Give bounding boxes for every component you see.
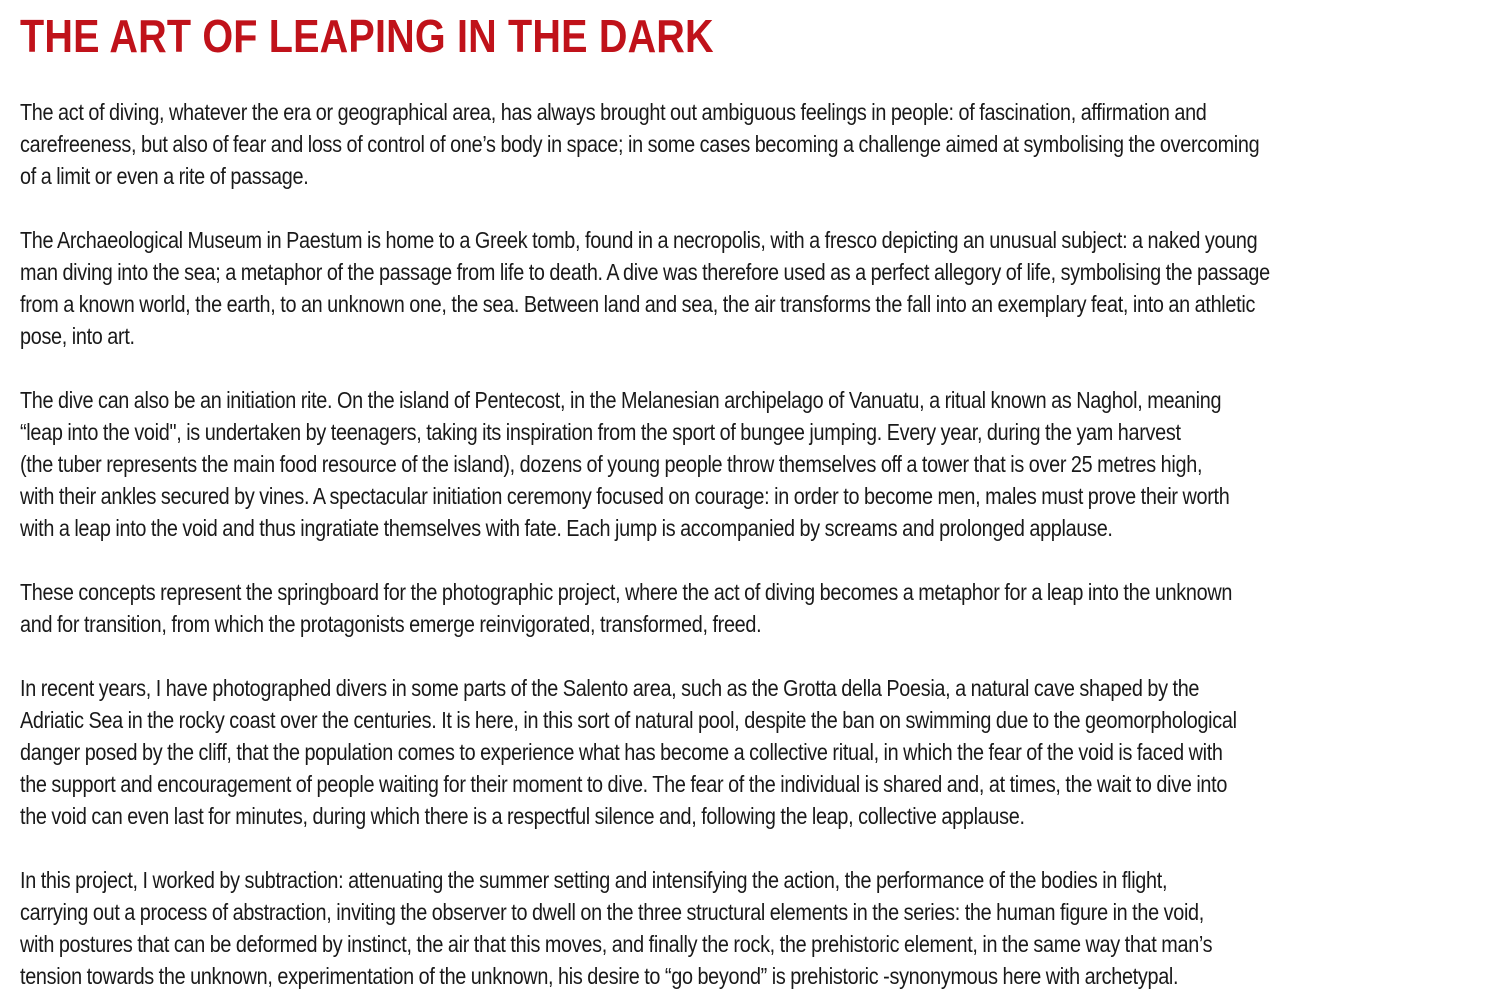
text-line: The act of diving, whatever the era or geographical area, has always brought out ambiguous feelings in people: of fascination, affirmation and bbox=[20, 99, 1207, 125]
paragraph-3 bbox=[20, 384, 1485, 544]
text-line: (the tuber represents the main food resource of the island), dozens of young people throw themselves off a tower that is over 25 metres high, bbox=[20, 451, 1203, 477]
text-line: with a leap into the void and thus ingratiate themselves with fate. Each jump is accompanied by screams and prolonged applause. bbox=[20, 515, 1113, 541]
text-line: of a limit or even a rite of passage. bbox=[20, 163, 309, 189]
text-line: with their ankles secured by vines. A spectacular initiation ceremony focused on courage: in order to become men, males must prove their worth bbox=[20, 483, 1230, 509]
text-line: the void can even last for minutes, during which there is a respectful silence and, following the leap, collective applause. bbox=[20, 803, 1025, 829]
article-page bbox=[20, 0, 1485, 1000]
text-line: The Archaeological Museum in Paestum is home to a Greek tomb, found in a necropolis, with a fresco depicting an unusual subject: a naked young bbox=[20, 227, 1258, 253]
text-line: These concepts represent the springboard for the photographic project, where the act of diving becomes a metaphor for a leap into the unknown bbox=[20, 579, 1233, 605]
text-line: the support and encouragement of people waiting for their moment to dive. The fear of the individual is shared and, at times, the wait to dive into bbox=[20, 771, 1228, 797]
text-line: man diving into the sea; a metaphor of the passage from life to death. A dive was therefore used as a perfect allegory of life, symbolising the passage bbox=[20, 259, 1270, 285]
text-line: “leap into the void", is undertaken by teenagers, taking its inspiration from the sport of bungee jumping. Every year, during the yam harvest bbox=[20, 419, 1181, 445]
text-line: from a known world, the earth, to an unknown one, the sea. Between land and sea, the air transforms the fall into an exemplary feat, into an athletic bbox=[20, 291, 1256, 317]
text-line: In recent years, I have photographed divers in some parts of the Salento area, such as the Grotta della Poesia, a natural cave shaped by the bbox=[20, 675, 1200, 701]
text-line: The dive can also be an initiation rite. On the island of Pentecost, in the Melanesian archipelago of Vanuatu, a ritual known as Naghol, meaning bbox=[20, 387, 1222, 413]
text-line: Adriatic Sea in the rocky coast over the centuries. It is here, in this sort of natural pool, despite the ban on swimming due to the geomorphological bbox=[20, 707, 1237, 733]
article-body bbox=[20, 96, 1485, 992]
text-line: danger posed by the cliff, that the population comes to experience what has become a collective ritual, in which the fear of the void is faced with bbox=[20, 739, 1223, 765]
text-line: carefreeness, but also of fear and loss of control of one’s body in space; in some cases becoming a challenge aimed at symbolising the overcoming bbox=[20, 131, 1260, 157]
text-line: with postures that can be deformed by instinct, the air that this moves, and finally the rock, the prehistoric element, in the same way that man’s bbox=[20, 931, 1213, 957]
article-title: THE ART OF LEAPING IN THE DARK bbox=[20, 10, 714, 62]
paragraph-5 bbox=[20, 672, 1485, 832]
text-line: and for transition, from which the protagonists emerge reinvigorated, transformed, freed. bbox=[20, 611, 762, 637]
paragraph-1 bbox=[20, 96, 1485, 192]
text-line: tension towards the unknown, experimentation of the unknown, his desire to “go beyond” is prehistoric -synonymous here with archetypal. bbox=[20, 963, 1179, 989]
paragraph-4 bbox=[20, 576, 1485, 640]
text-line: pose, into art. bbox=[20, 323, 135, 349]
text-line: carrying out a process of abstraction, inviting the observer to dwell on the three structural elements in the series: the human figure in the void, bbox=[20, 899, 1204, 925]
paragraph-2 bbox=[20, 224, 1485, 352]
text-line: In this project, I worked by subtraction: attenuating the summer setting and intensifying the action, the performance of the bodies in flight, bbox=[20, 867, 1168, 893]
paragraph-6 bbox=[20, 864, 1485, 992]
